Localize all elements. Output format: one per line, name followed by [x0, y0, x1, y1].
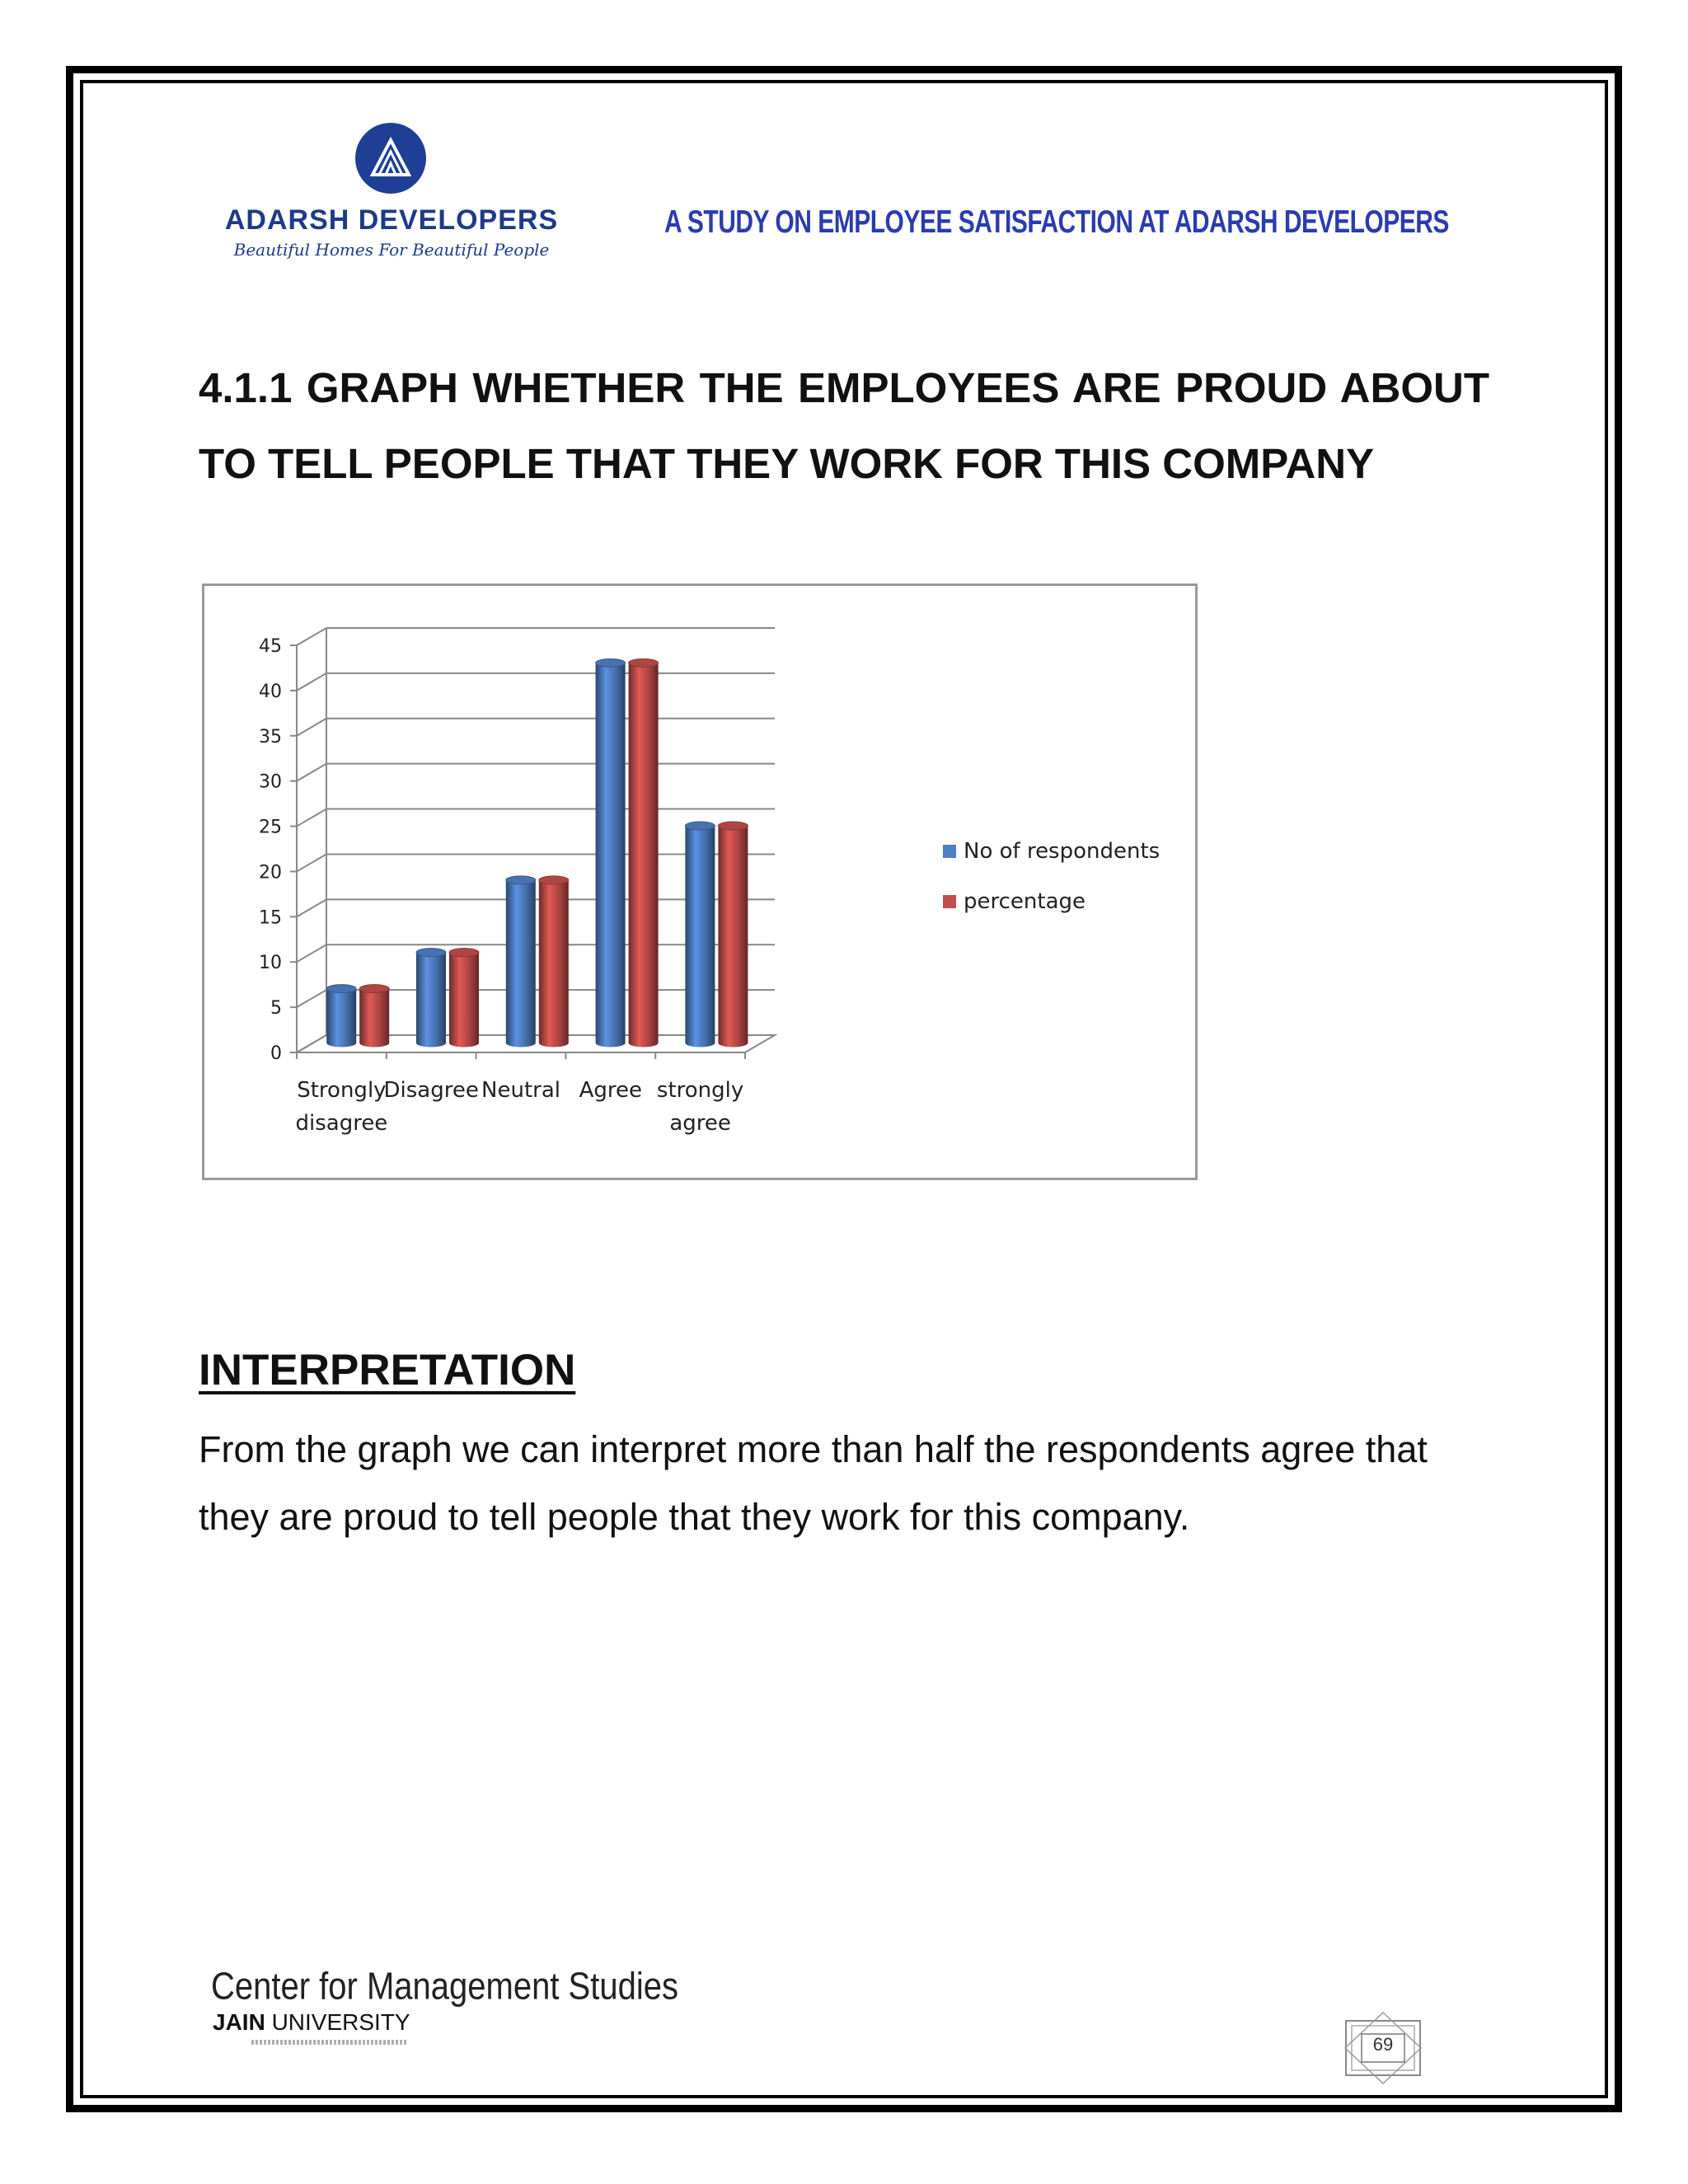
- section-heading: 4.1.1 GRAPH WHETHER THE EMPLOYEES ARE PROUD ABOUT TO TELL PEOPLE THAT THEY WORK FOR THIS COMPANY: [199, 364, 1489, 487]
- bar-top: [629, 658, 659, 667]
- bar-top: [506, 876, 536, 884]
- y-tick-label: 0: [270, 1043, 282, 1064]
- footer-university: [213, 2009, 410, 2036]
- study-title: A STUDY ON EMPLOYEE SATISFACTION AT ADARSH DEVELOPERS: [664, 204, 1449, 240]
- bar-no-of-respondents: [416, 953, 446, 1047]
- bar-top: [449, 949, 479, 957]
- bar-top: [596, 658, 626, 667]
- gridline-depth: [297, 764, 326, 781]
- interpretation-text: From the graph we can interpret more than half the respondents agree that they are proud to tell people that they work for this company.: [199, 1428, 1428, 1538]
- x-tick-label: strongly: [656, 1078, 744, 1103]
- university-rest: UNIVERSITY: [265, 2009, 410, 2035]
- bar-percentage: [449, 953, 479, 1047]
- bar-top: [326, 985, 356, 993]
- gridline-depth: [297, 944, 326, 962]
- y-tick-label: 35: [259, 726, 282, 748]
- y-tick-label: 15: [259, 907, 282, 929]
- gridline-depth: [297, 809, 326, 827]
- bar-no-of-respondents: [685, 826, 715, 1047]
- bar-chart: [204, 586, 1195, 1178]
- interpretation-heading: INTERPRETATION: [199, 1346, 576, 1394]
- bar-no-of-respondents: [596, 663, 626, 1047]
- gridline-depth: [297, 854, 326, 871]
- bar-no-of-respondents: [506, 880, 536, 1047]
- x-tick-label: Agree: [579, 1078, 643, 1103]
- footer-center-name: Center for Management Studies: [211, 1966, 678, 2008]
- bar-percentage: [718, 826, 748, 1047]
- bar-top: [416, 949, 446, 957]
- legend-swatch: [943, 895, 956, 908]
- page-number: 69: [1372, 2034, 1394, 2055]
- bar-top: [539, 876, 569, 884]
- x-tick-label: agree: [669, 1111, 731, 1136]
- y-tick-label: 25: [259, 817, 282, 838]
- bar-no-of-respondents: [326, 989, 356, 1047]
- university-bold: JAIN: [213, 2009, 265, 2035]
- chart-frame: [202, 583, 1198, 1180]
- legend-label: No of respondents: [964, 839, 1160, 864]
- bar-top: [359, 985, 389, 993]
- y-tick-label: 20: [259, 862, 282, 883]
- page-number-badge: [1343, 2011, 1423, 2085]
- footer-fine-print-mark: [251, 2040, 408, 2045]
- bar-top: [718, 822, 748, 830]
- company-logo: [223, 122, 560, 266]
- x-tick-label: disagree: [295, 1111, 388, 1136]
- bar-top: [685, 822, 715, 830]
- bar-percentage: [629, 663, 659, 1047]
- legend-swatch: [943, 845, 956, 858]
- y-tick-label: 45: [259, 636, 282, 657]
- x-tick-label: Strongly: [297, 1078, 387, 1103]
- x-tick-label: Disagree: [383, 1078, 479, 1103]
- bar-percentage: [539, 880, 569, 1047]
- y-tick-label: 5: [270, 998, 282, 1019]
- gridline-depth: [297, 899, 326, 916]
- brand-tagline: Beautiful Homes For Beautiful People: [233, 240, 550, 260]
- gridline-depth: [297, 673, 326, 691]
- bar-percentage: [359, 989, 389, 1047]
- gridline-depth: [297, 719, 326, 736]
- gridline-depth: [297, 990, 326, 1007]
- adarsh-logo-icon: [354, 122, 427, 194]
- y-tick-label: 30: [259, 771, 282, 793]
- y-tick-label: 10: [259, 953, 282, 974]
- brand-name: ADARSH DEVELOPERS: [224, 204, 559, 236]
- gridline-depth: [297, 628, 326, 645]
- x-tick-label: Neutral: [481, 1078, 560, 1103]
- legend-label: percentage: [964, 889, 1086, 914]
- y-tick-label: 40: [259, 681, 282, 702]
